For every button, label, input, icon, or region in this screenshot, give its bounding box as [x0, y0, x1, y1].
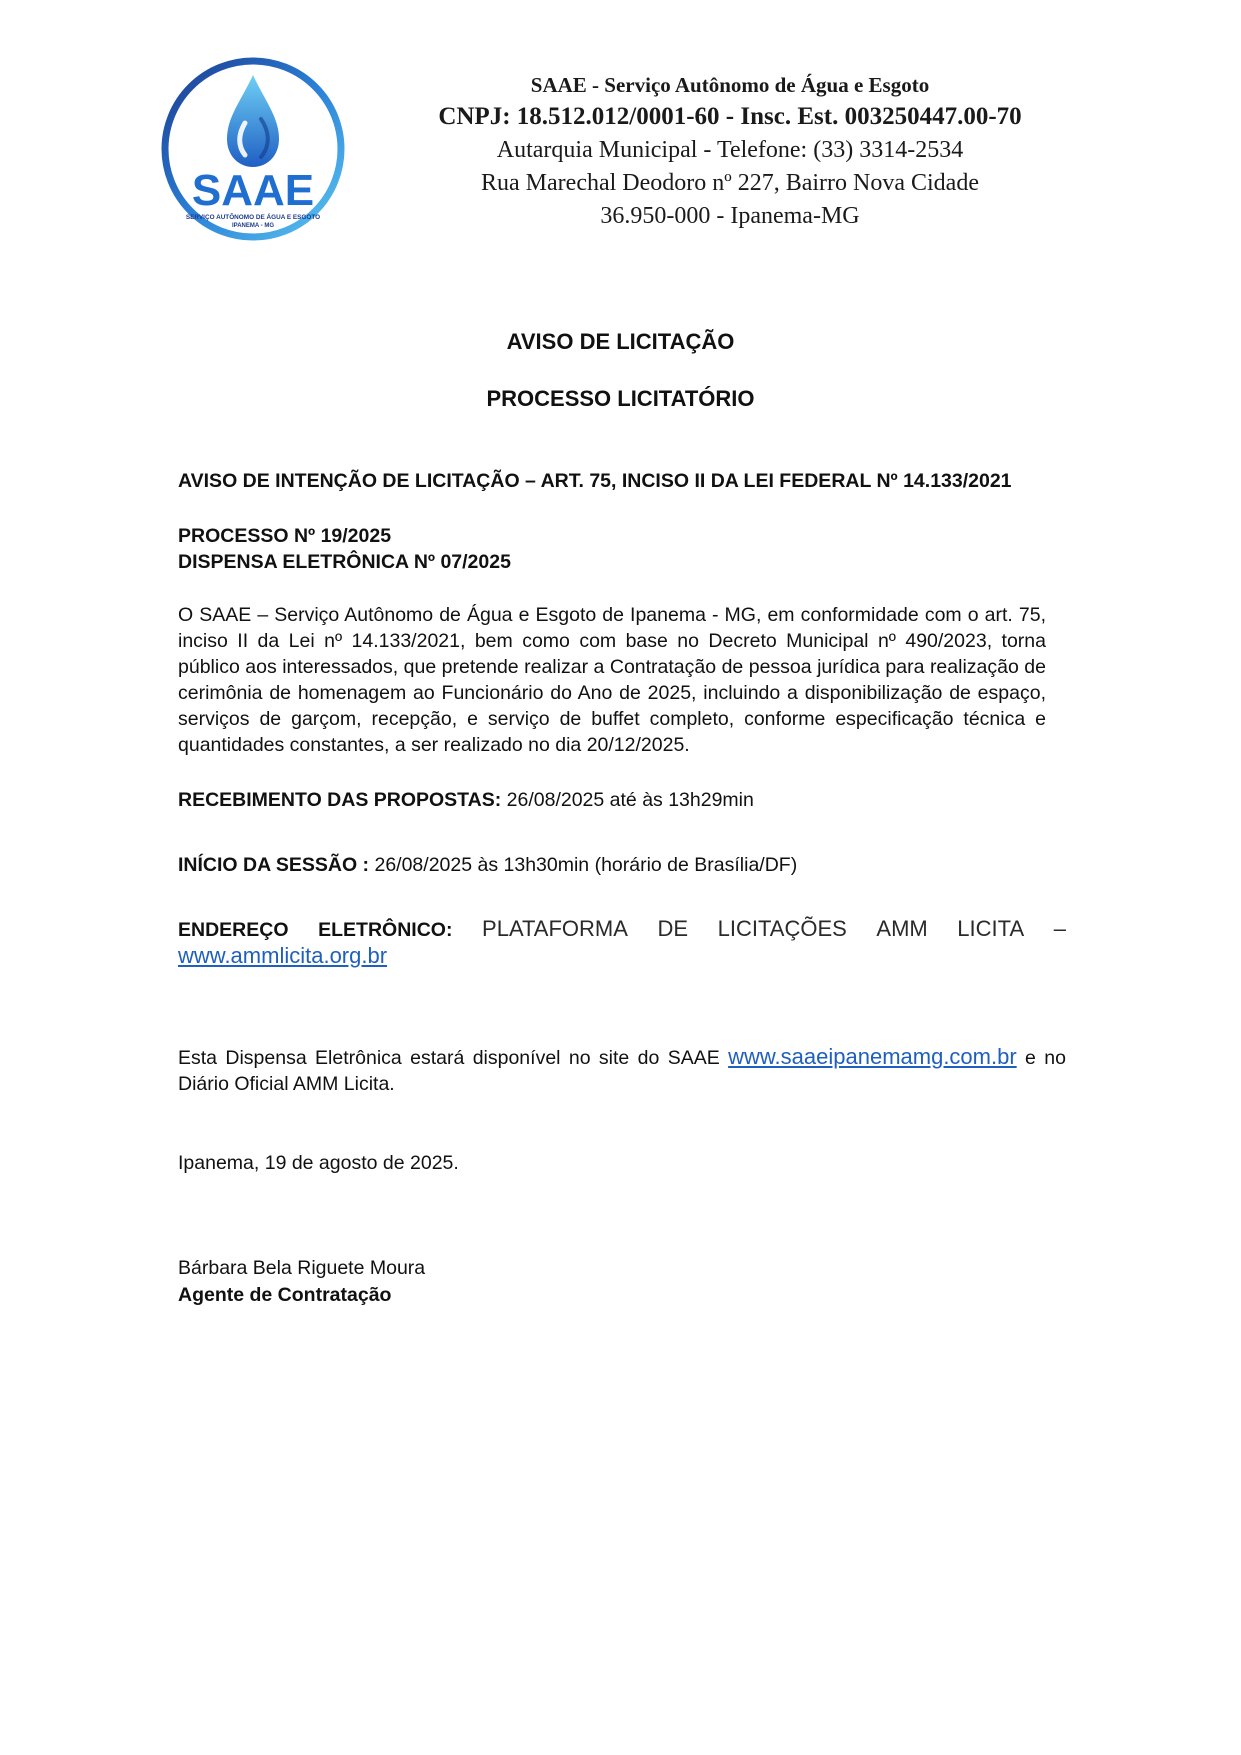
availability-word: do — [637, 1047, 660, 1069]
address-label-1: ENDEREÇO — [178, 919, 289, 941]
proposals-value: 26/08/2025 até às 13h29min — [501, 789, 754, 811]
signer-name: Bárbara Bela Riguete Moura — [178, 1257, 426, 1279]
availability-word: e — [1025, 1047, 1036, 1069]
availability-word: no — [1044, 1047, 1066, 1069]
session-value: 26/08/2025 às 13h30min (horário de Brasília/DF) — [369, 854, 798, 876]
logo-text: SAAE — [191, 166, 315, 215]
electronic-address-row — [178, 916, 1066, 943]
platform-link[interactable]: www.ammlicita.org.br — [178, 943, 388, 968]
dispensa-number: DISPENSA ELETRÔNICA Nº 07/2025 — [178, 551, 511, 573]
signer-role: Agente de Contratação — [178, 1284, 392, 1306]
availability-line-2: Diário Oficial AMM Licita. — [178, 1073, 395, 1095]
notice-paragraph: O SAAE – Serviço Autônomo de Água e Esgoto de Ipanema - MG, em conformidade com o art. 75, inciso II da Lei nº 14.133/2021, bem como com base no Decreto Municipal nº 490/2023, torna público aos interessados, que pretende realizar a Contratação de pessoa jurídica para realização de cerimônia de homenagem ao Funcionário do Ano de 2025, incluindo a disponibilização de espaço, serviços de garçom, recepção, e serviço de buffet completo, conforme especificação técnica e quantidades constantes, a ser realizado no dia 20/12/2025. — [178, 604, 1046, 756]
cnpj-line: CNPJ: 18.512.012/0001-60 - Insc. Est. 003250447.00-70 — [438, 103, 1022, 130]
availability-word: site — [598, 1047, 630, 1069]
saae-site-link[interactable]: www.saaeipanemamg.com.br — [728, 1044, 1017, 1069]
platform-word: – — [1053, 916, 1066, 941]
availability-text — [178, 1044, 1066, 1097]
org-name: SAAE - Serviço Autônomo de Água e Esgoto — [530, 73, 930, 97]
address-label-2: ELETRÔNICO: — [318, 919, 453, 941]
availability-word: SAAE — [667, 1047, 720, 1069]
platform-word: DE — [657, 916, 689, 941]
date-line: Ipanema, 19 de agosto de 2025. — [178, 1152, 459, 1174]
platform-word: PLATAFORMA — [482, 916, 628, 941]
city-line: 36.950-000 - Ipanema-MG — [600, 203, 860, 229]
page-subtitle: PROCESSO LICITATÓRIO — [486, 386, 755, 411]
proposals-line — [178, 787, 1066, 813]
availability-word: no — [568, 1047, 591, 1069]
session-label: INÍCIO DA SESSÃO : — [178, 854, 370, 876]
phone-line: Autarquia Municipal - Telefone: (33) 3314-2534 — [496, 137, 964, 163]
platform-word: LICITAÇÕES — [717, 916, 847, 941]
logo-city: IPANEMA - MG — [232, 223, 274, 229]
proposals-label: RECEBIMENTO DAS PROPOSTAS: — [178, 789, 502, 811]
availability-row — [178, 1044, 1066, 1071]
electronic-address — [178, 916, 1066, 970]
address-line: Rua Marechal Deodoro nº 227, Bairro Nova Cidade — [481, 170, 979, 196]
platform-word: LICITA — [957, 916, 1025, 941]
availability-word: Esta — [178, 1047, 218, 1069]
availability-word: disponível — [472, 1047, 561, 1069]
intent-heading: AVISO DE INTENÇÃO DE LICITAÇÃO – ART. 75, INCISO II DA LEI FEDERAL Nº 14.133/2021 — [178, 470, 1012, 492]
session-line — [178, 852, 1066, 878]
letterhead — [400, 70, 1060, 233]
availability-word: estará — [410, 1047, 465, 1069]
process-number: PROCESSO Nº 19/2025 — [178, 525, 392, 547]
saae-logo — [157, 53, 349, 245]
page-title: AVISO DE LICITAÇÃO — [506, 329, 735, 354]
availability-word: Dispensa — [225, 1047, 307, 1069]
platform-word: AMM — [876, 916, 928, 941]
logo-tagline: SERVIÇO AUTÔNOMO DE ÁGUA E ESGOTO — [185, 214, 321, 221]
availability-word: Eletrônica — [315, 1047, 402, 1069]
